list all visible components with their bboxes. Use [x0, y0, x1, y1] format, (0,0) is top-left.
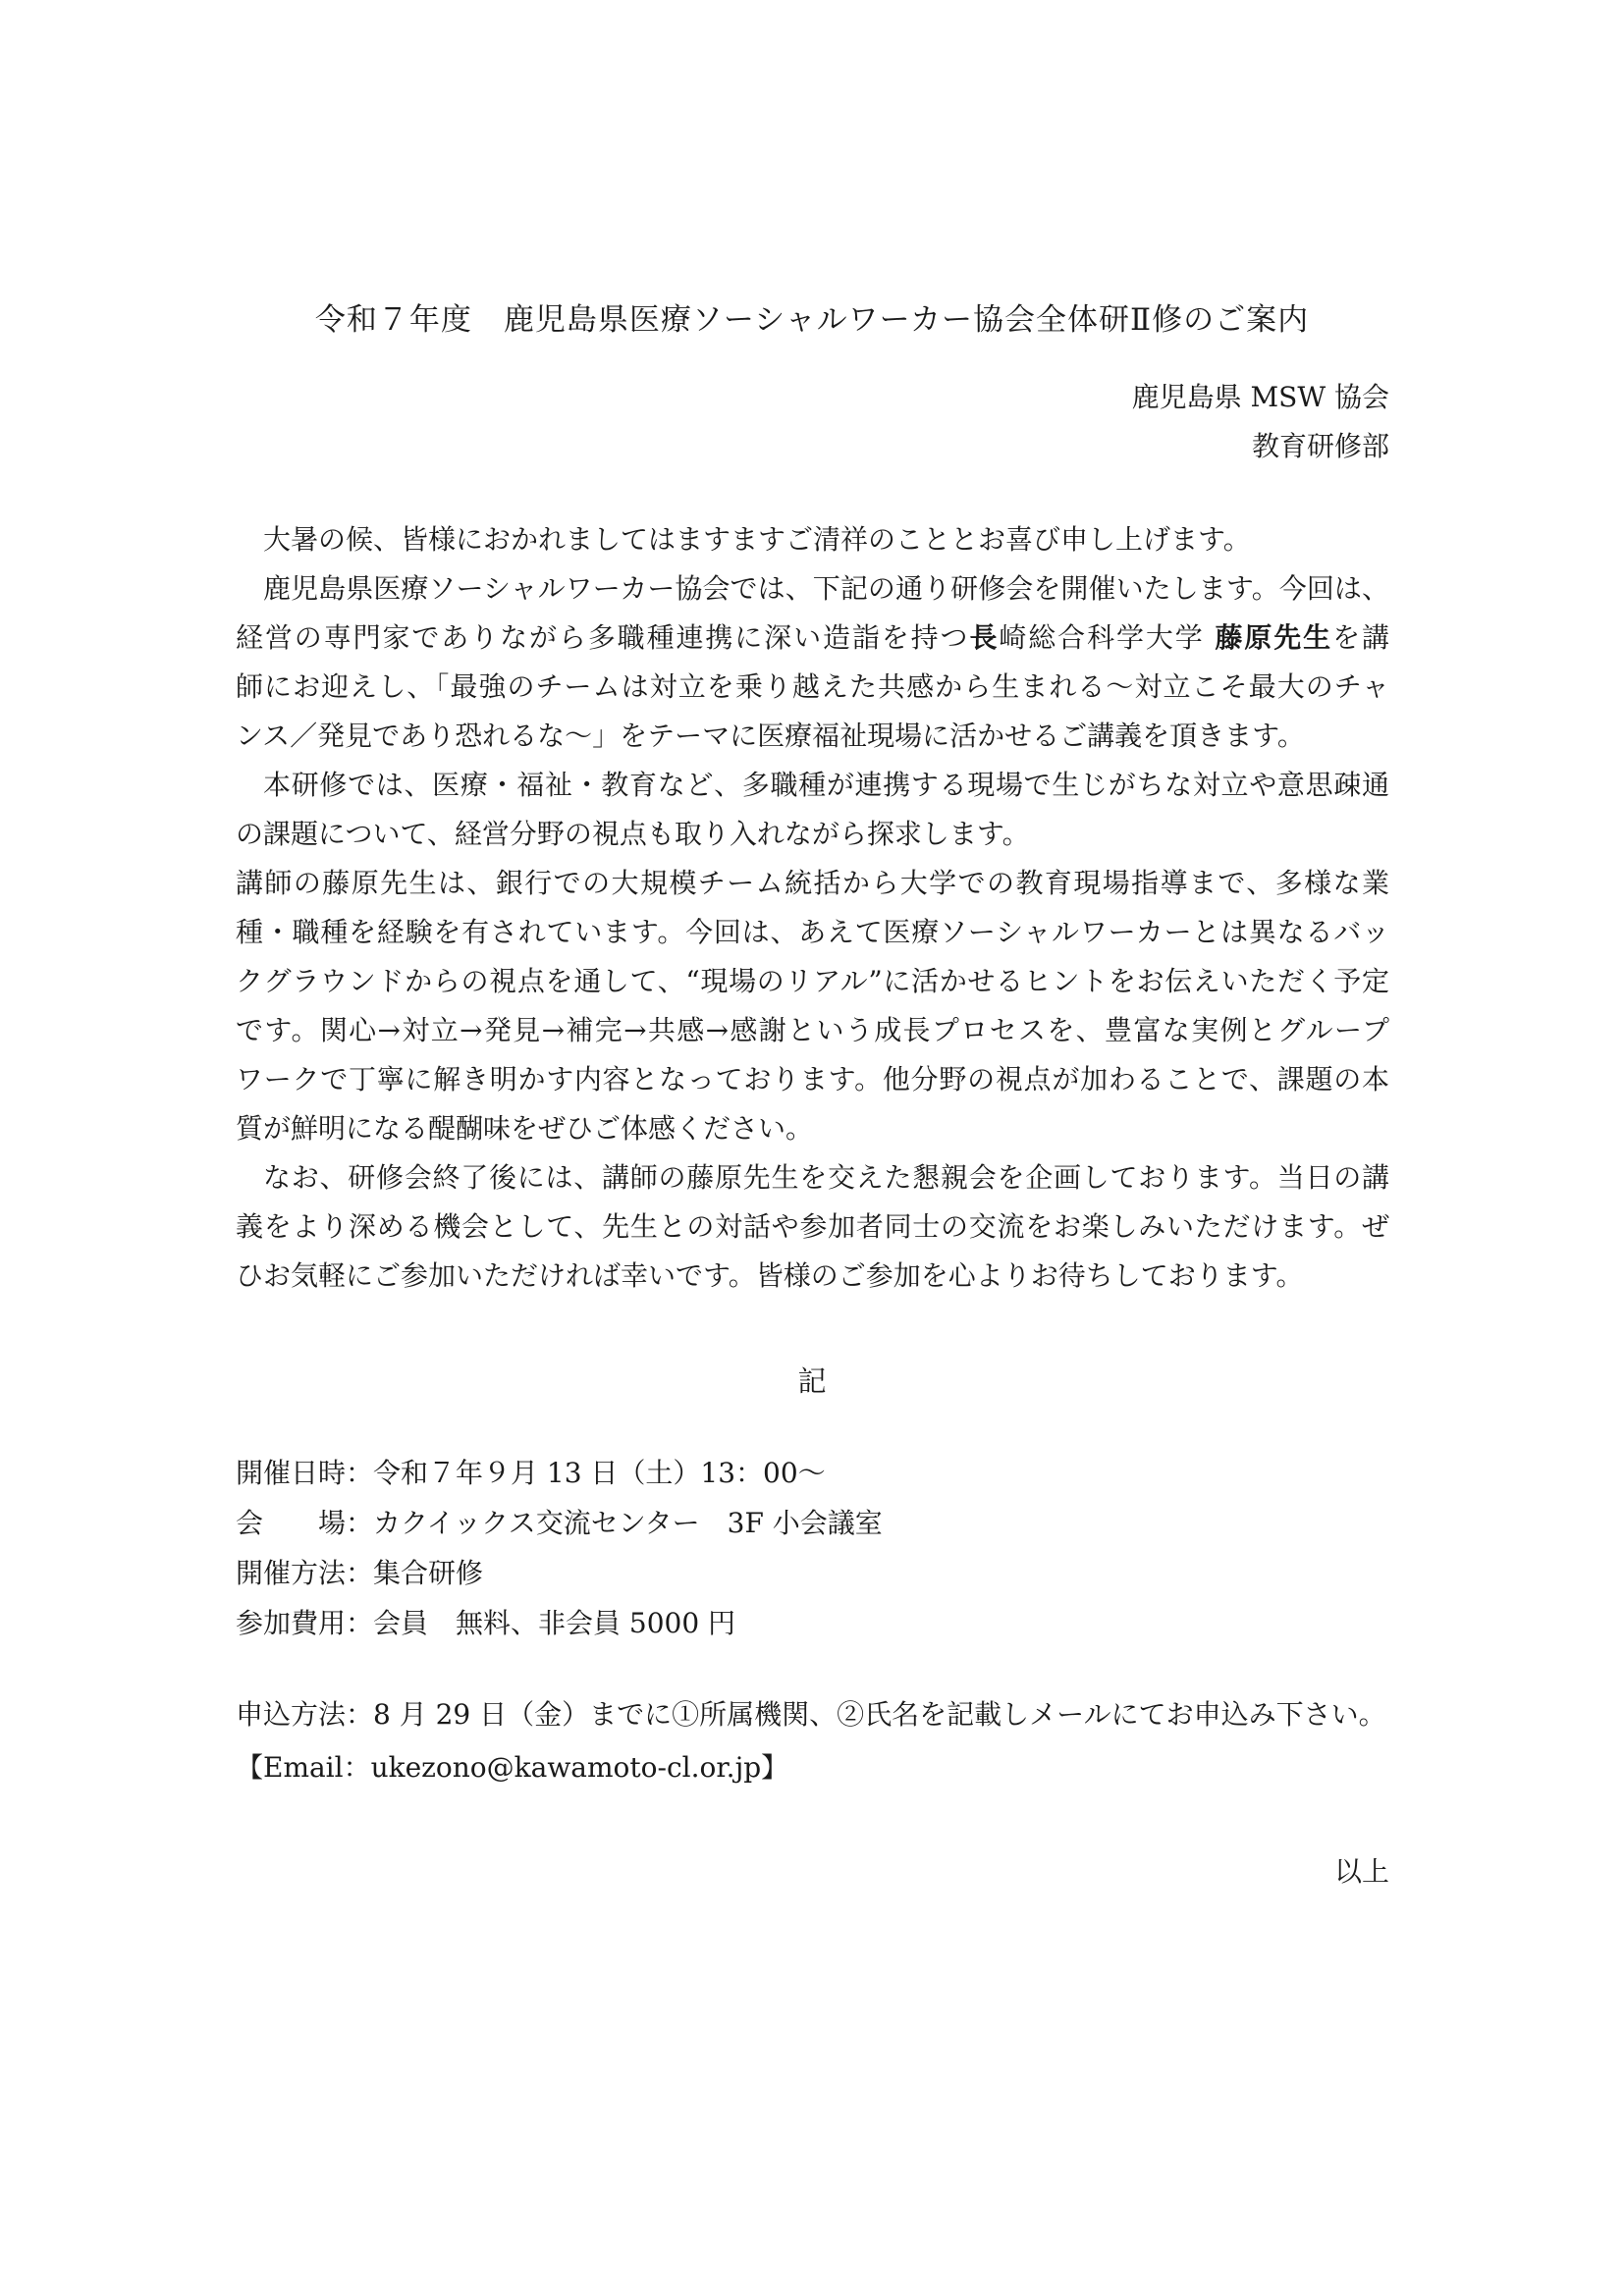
lecturer-name: 藤原先生 — [1215, 621, 1333, 654]
body-line: 鹿児島県医療ソーシャルワーカー協会では、下記の通り研修会を開催いたします。今回は、 — [263, 572, 1389, 605]
body-line: なお、研修会終了後には、講師の藤原先生を交えた懇親会を企画しております。当日の講 — [263, 1161, 1389, 1194]
event-details — [236, 1448, 883, 1648]
sender-block — [1132, 373, 1389, 471]
body-line: 師にお迎えし、「最強のチームは対立を乗り越えた共感から生まれる～対立こそ最大のチャ — [236, 670, 1389, 703]
body-line: の課題について、経営分野の視点も取り入れながら探求します。 — [236, 818, 1030, 850]
body-line-segment: 経営の専門家でありながら多職種連携に深い造詣を持つ — [236, 621, 970, 654]
event-venue: 会 場：カクイックス交流センター 3F 小会議室 — [236, 1507, 883, 1539]
body-line: 本研修では、医療・福祉・教育など、多職種が連携する現場で生じがちな対立や意思疎通 — [263, 769, 1389, 801]
body-line — [236, 614, 1389, 663]
body-line: です。関心→対立→発見→補完→共感→感謝という成長プロセスを、豊富な実例とグループ — [236, 1014, 1389, 1046]
document-title: 令和７年度 鹿児島県医療ソーシャルワーカー協会全体研Ⅱ修のご案内 — [314, 302, 1310, 338]
event-fee: 参加費用：会員 無料、非会員 5000 円 — [236, 1607, 736, 1639]
body-line: 種・職種を経験を有されています。今回は、あえて医療ソーシャルワーカーとは異なるバッ — [236, 916, 1389, 948]
application-email: 【Email：ukezono@kawamoto-cl.or.jp】 — [236, 1751, 789, 1784]
body-line: ひお気軽にご参加いただければ幸いです。皆様のご参加を心よりお待ちしております。 — [236, 1259, 1304, 1292]
application-block — [236, 1688, 1389, 1794]
body-line: 講師の藤原先生は、銀行での大規模チーム統括から大学での教育現場指導まで、多様な業 — [236, 867, 1389, 899]
body-line-segment: を講 — [1332, 621, 1389, 654]
body-line: 大暑の候、皆様におかれましてはますますご清祥のこととお喜び申し上げます。 — [263, 523, 1251, 556]
body-line: 質が鮮明になる醍醐味をぜひご体感ください。 — [236, 1112, 814, 1145]
body-line: ワークで丁寧に解き明かす内容となっております。他分野の視点が加わることで、課題の本 — [236, 1063, 1389, 1095]
sender-dept: 教育研修部 — [1251, 430, 1389, 462]
ki-heading: 記 — [797, 1364, 827, 1398]
event-method: 開催方法：集合研修 — [236, 1557, 484, 1589]
body-line: ンス／発見であり恐れるな～」をテーマに医療福祉現場に活かせるご講義を頂きます。 — [236, 720, 1305, 752]
closing-mark: 以上 — [1333, 1855, 1389, 1888]
body-line-segment: 崎総合科学大学 — [999, 621, 1216, 654]
event-date: 開催日時：令和７年９月 13 日（土）13：00～ — [236, 1457, 826, 1489]
body-line: 義をより深める機会として、先生との対話や参加者同士の交流をお楽しみいただけます。ぜ — [236, 1210, 1389, 1243]
body-line-bold: 長 — [969, 621, 1000, 654]
application-method: 申込方法：8 月 29 日（金）までに①所属機関、②氏名を記載しメールにてお申込み下さい。 — [236, 1698, 1386, 1731]
body-line: クグラウンドからの視点を通して、“現場のリアル”に活かせるヒントをお伝えいただく予定 — [236, 965, 1389, 997]
sender-org: 鹿児島県 MSW 協会 — [1131, 381, 1389, 413]
body-text — [236, 515, 1389, 1301]
